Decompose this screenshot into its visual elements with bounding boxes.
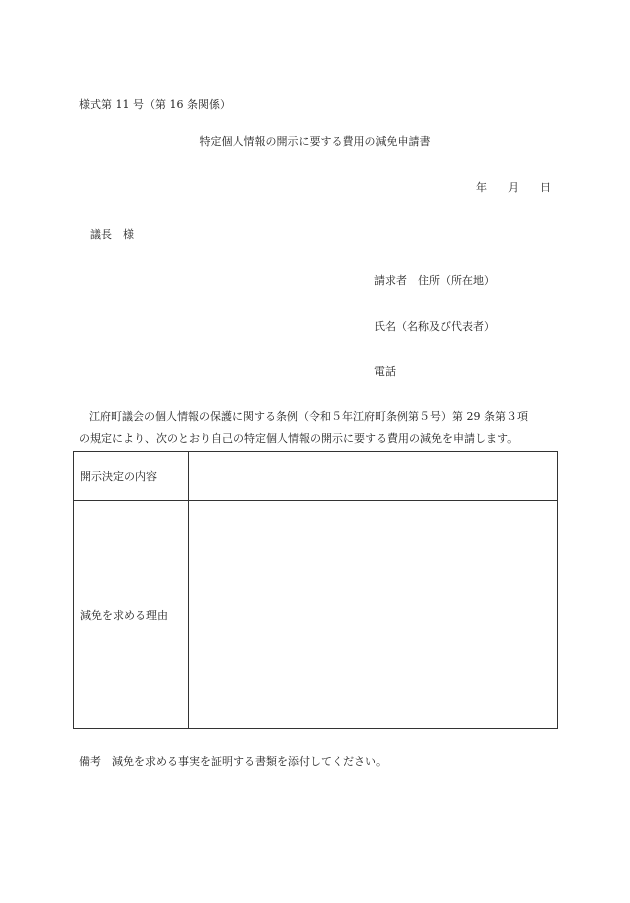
decision-content-field[interactable] <box>189 452 558 501</box>
document-title: 特定個人情報の開示に要する費用の減免申請書 <box>199 135 431 148</box>
requester-address-label: 請求者 住所（所在地） <box>374 274 495 287</box>
requester-phone-label: 電話 <box>374 365 396 378</box>
requester-name-label: 氏名（名称及び代表者） <box>374 320 495 333</box>
date-year-label: 年 <box>476 181 487 194</box>
body-text-line-2: の規定により、次のとおり自己の特定個人情報の開示に要する費用の減免を申請します。 <box>79 432 519 445</box>
reduction-reason-field[interactable] <box>189 501 558 729</box>
remarks-note: 備考 減免を求める事実を証明する書類を添付してください。 <box>79 755 387 768</box>
addressee: 議長 様 <box>90 228 134 241</box>
reduction-reason-label: 減免を求める理由 <box>74 501 189 729</box>
application-table <box>73 451 558 729</box>
table-row-reason <box>74 501 558 729</box>
form-number: 様式第 11 号（第 16 条関係） <box>79 98 231 111</box>
date-month-label: 月 <box>508 181 519 194</box>
date-day-label: 日 <box>540 181 551 194</box>
body-text-line-1: 江府町議会の個人情報の保護に関する条例（令和５年江府町条例第５号）第 29 条第３項 <box>89 410 528 423</box>
decision-content-label: 開示決定の内容 <box>74 452 189 501</box>
table-row-decision <box>74 452 558 501</box>
